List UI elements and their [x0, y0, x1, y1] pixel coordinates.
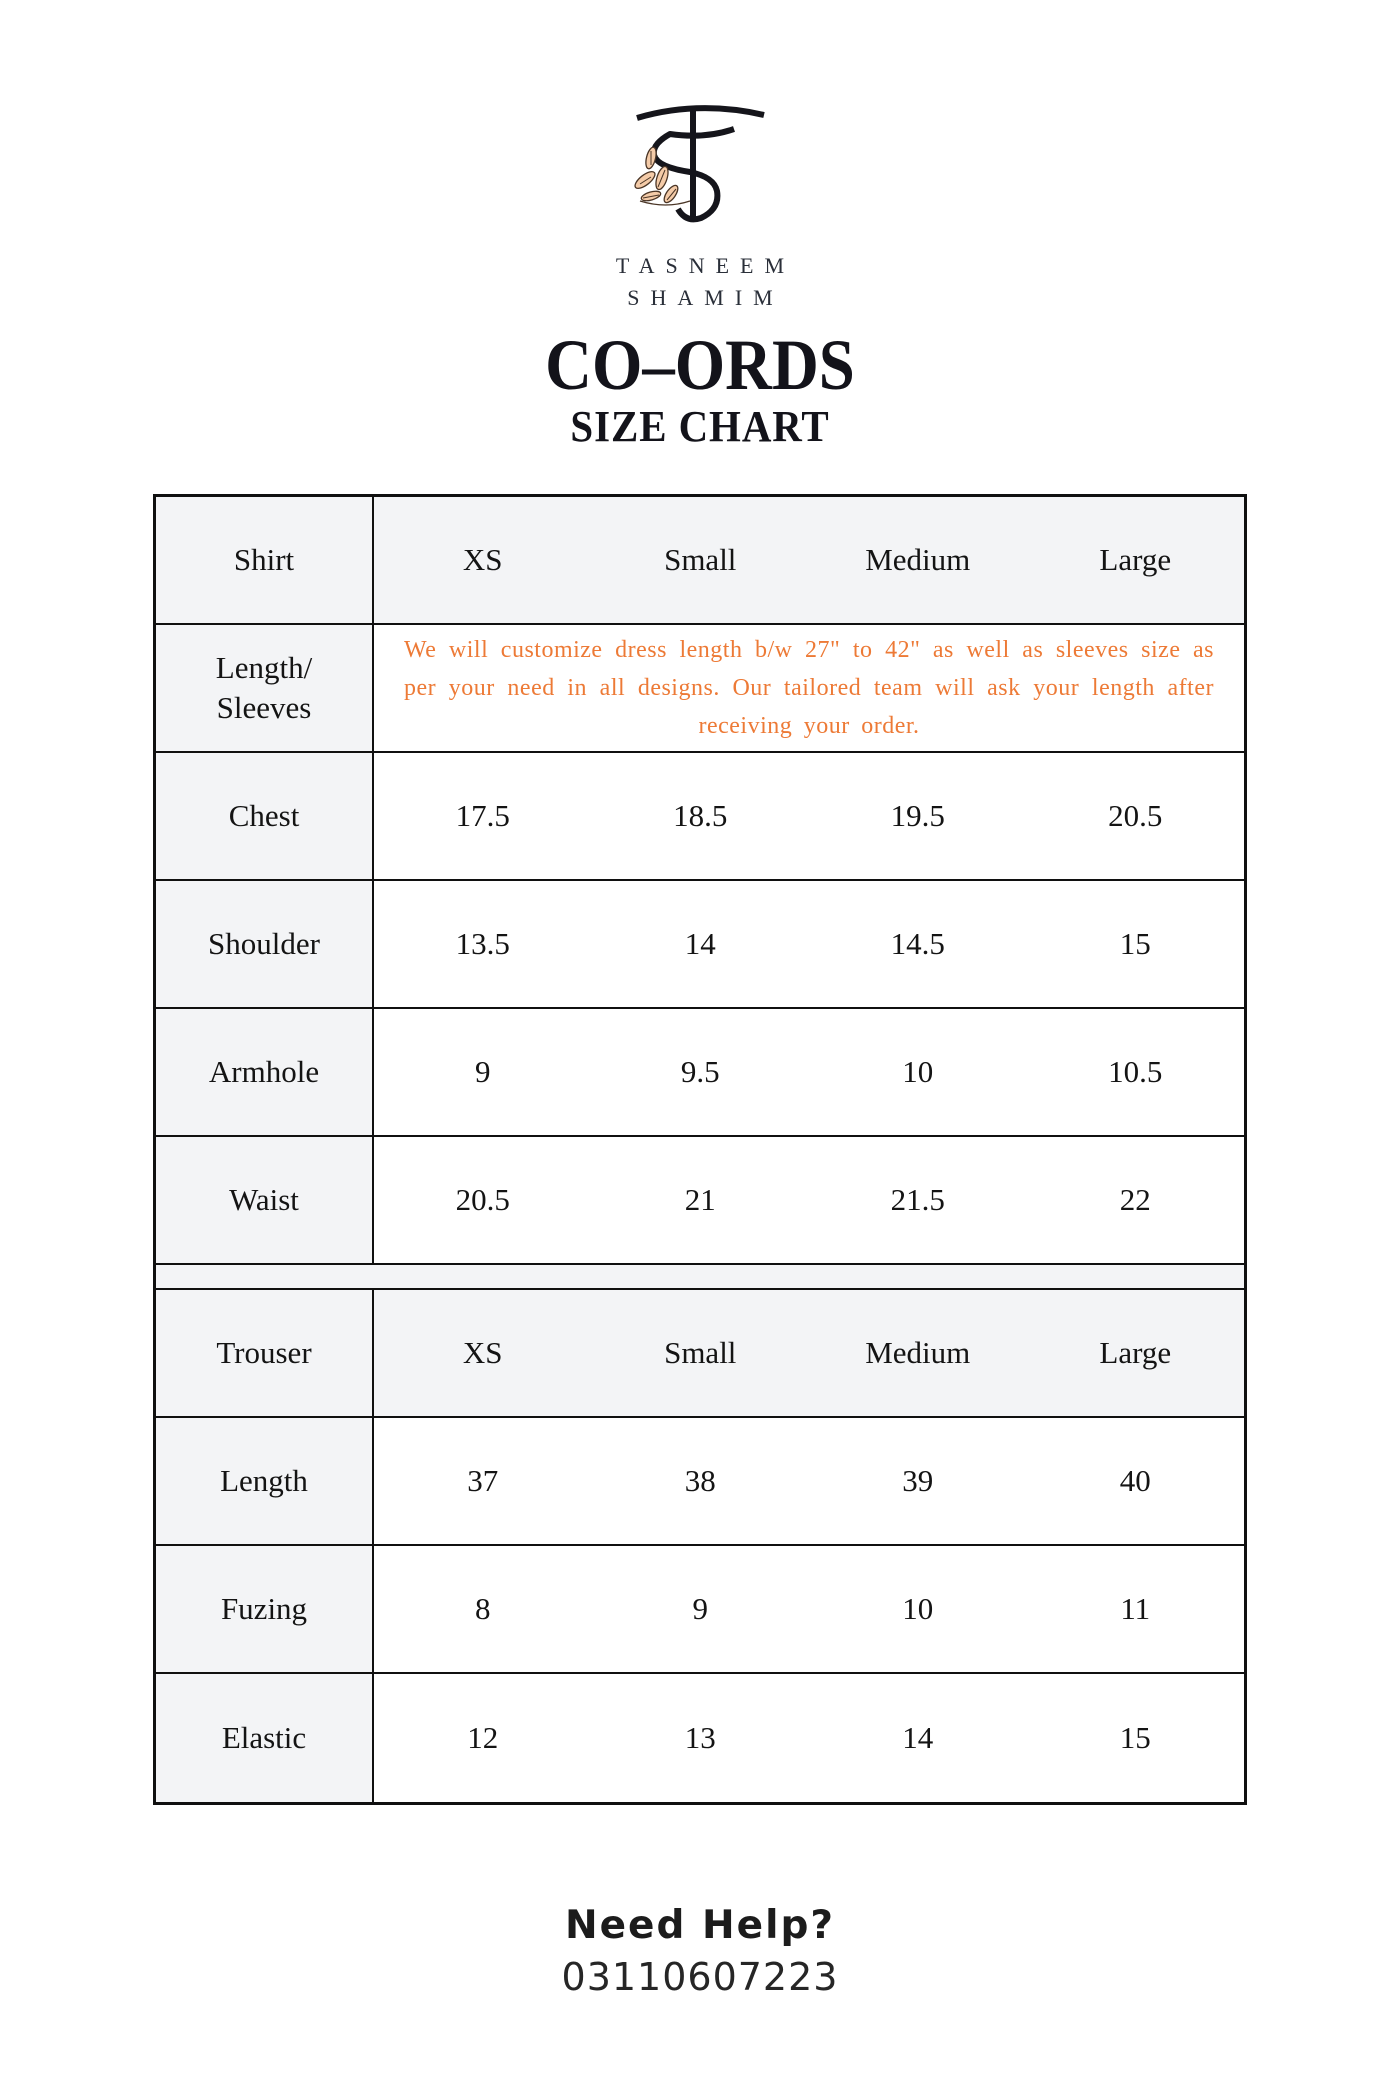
trouser-header-label: Trouser [156, 1290, 374, 1416]
row-label: Fuzing [156, 1546, 374, 1672]
trouser-size-medium: Medium [865, 1335, 971, 1370]
table-row-shoulder [156, 881, 1244, 1009]
cell-value: 40 [1119, 1463, 1151, 1498]
cell-value: 8 [475, 1591, 491, 1626]
cell-value: 10 [902, 1054, 934, 1089]
cell-value: 15 [1119, 926, 1151, 961]
cell-value: 12 [467, 1720, 499, 1755]
size-chart-table [153, 494, 1247, 1805]
brand-logo [0, 88, 1400, 248]
cell-value: 21.5 [890, 1182, 945, 1217]
shirt-header-label: Shirt [156, 497, 374, 623]
table-row-elastic [156, 1674, 1244, 1802]
row-label: Elastic [156, 1674, 374, 1802]
cell-value: 14 [684, 926, 716, 961]
cell-value: 9 [692, 1591, 708, 1626]
row-label: Armhole [156, 1009, 374, 1135]
row-label: Length [156, 1418, 374, 1544]
row-label-line2: Sleeves [216, 690, 312, 725]
cell-value: 9.5 [680, 1054, 720, 1089]
cell-value: 17.5 [455, 798, 510, 833]
cell-value: 19.5 [890, 798, 945, 833]
row-label: Shoulder [156, 881, 374, 1007]
cell-value: 22 [1119, 1182, 1151, 1217]
page-title: CO–ORDS [545, 325, 855, 405]
brand-name-line1: TASNEEM [615, 253, 796, 278]
page-subtitle: SIZE CHART [570, 402, 830, 451]
cell-value: 11 [1120, 1591, 1151, 1626]
row-label-line1: Length/ [215, 650, 313, 685]
cell-value: 10.5 [1108, 1054, 1163, 1089]
help-heading: Need Help? [564, 1903, 836, 1948]
cell-value: 14.5 [890, 926, 945, 961]
length-sleeves-row [156, 625, 1244, 753]
trouser-size-small: Small [664, 1335, 737, 1370]
help-footer [0, 1901, 1400, 2003]
cell-value: 20.5 [1108, 798, 1163, 833]
cell-value: 39 [902, 1463, 934, 1498]
cell-value: 21 [684, 1182, 716, 1217]
row-label [156, 625, 374, 751]
shirt-size-medium: Medium [865, 542, 971, 577]
phone-number: 03110607223 [561, 1955, 839, 1999]
row-label: Chest [156, 753, 374, 879]
cell-value: 13 [684, 1720, 716, 1755]
shirt-header-row [156, 497, 1244, 625]
shirt-size-large: Large [1099, 542, 1172, 577]
brand-name [0, 250, 1400, 314]
cell-value: 38 [684, 1463, 716, 1498]
cell-value: 10 [902, 1591, 934, 1626]
brand-header [0, 0, 1400, 450]
ts-monogram-icon [610, 88, 790, 248]
table-row-fuzing [156, 1546, 1244, 1674]
brand-name-line2: SHAMIM [627, 285, 784, 310]
leaf-sprig-icon [632, 146, 690, 205]
trouser-header-row [156, 1290, 1244, 1418]
cell-value: 13.5 [455, 926, 510, 961]
cell-value: 18.5 [673, 798, 728, 833]
table-row-length [156, 1418, 1244, 1546]
shirt-size-xs: XS [462, 542, 503, 577]
customization-note: We will customize dress length b/w 27" to 42" as well as sleeves size as per your need in all designs. Our tailored team will ask your length after receiving your order. [404, 637, 1214, 739]
cell-value: 15 [1119, 1720, 1151, 1755]
row-label: Waist [156, 1137, 374, 1263]
cell-value: 14 [902, 1720, 934, 1755]
cell-value: 37 [467, 1463, 499, 1498]
cell-value: 20.5 [455, 1182, 510, 1217]
table-row-chest [156, 753, 1244, 881]
table-divider-band [156, 1265, 1244, 1290]
table-row-armhole [156, 1009, 1244, 1137]
table-row-waist [156, 1137, 1244, 1265]
trouser-size-large: Large [1099, 1335, 1172, 1370]
shirt-size-small: Small [664, 542, 737, 577]
cell-value: 9 [475, 1054, 491, 1089]
trouser-size-xs: XS [462, 1335, 503, 1370]
